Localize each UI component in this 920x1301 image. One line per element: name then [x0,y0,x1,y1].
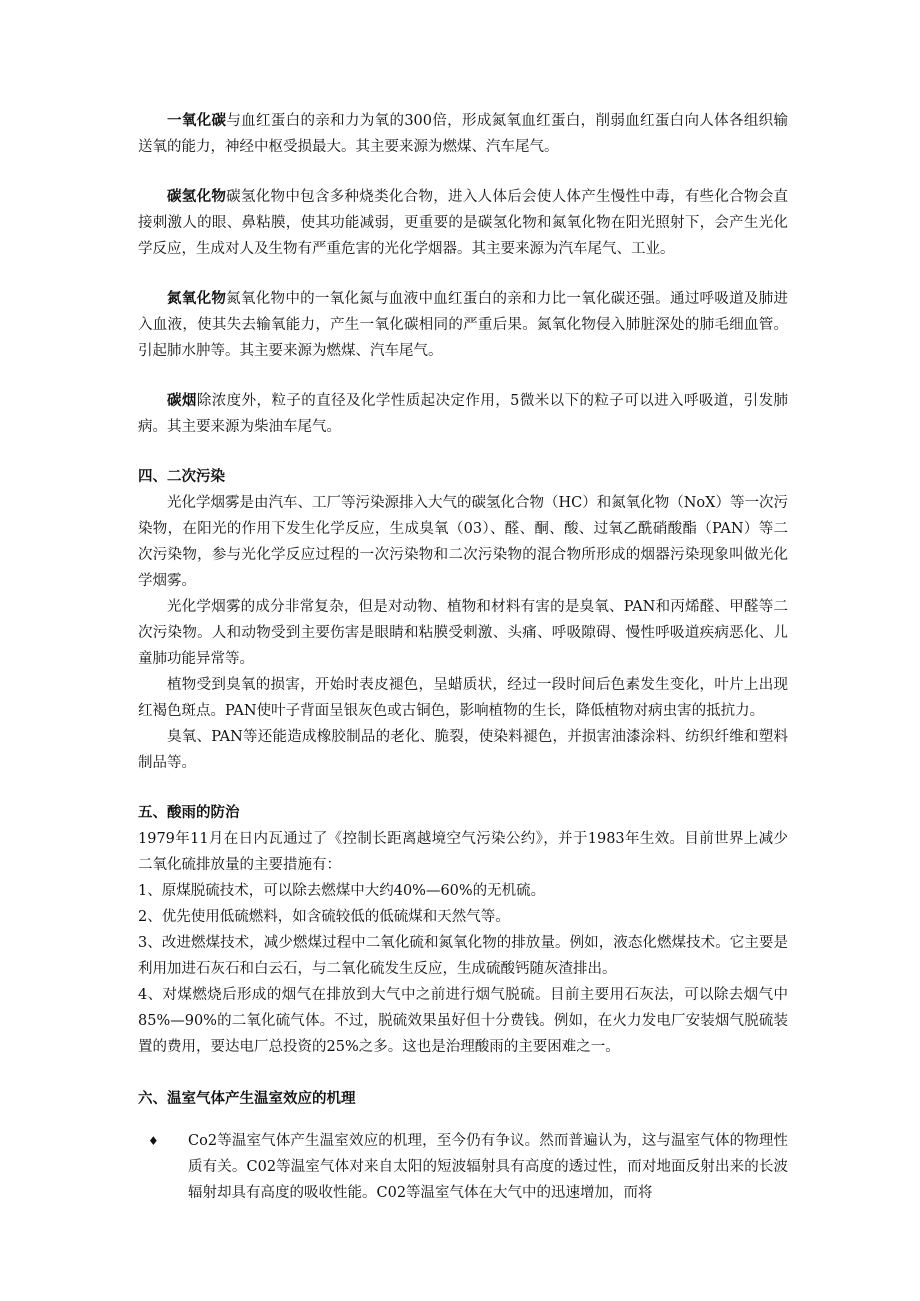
section4-paragraph-3: 植物受到臭氧的损害，开始时表皮褪色，呈蜡质状，经过一段时间后色素发生变化，叶片上出现红褐色斑点。PAN使叶子背面呈银灰色或古铜色，影响植物的生长，降低植物对病虫害的抵抗力。 [138,677,788,719]
section5-item-2: 2、优先使用低硫燃料，如含硫较低的低硫煤和天然气等。 [138,909,510,925]
section6-bullet-text: Co2等温室气体产生温室效应的机理，至今仍有争议。然而普遍认为，这与温室气体的物理性质有关。C02等温室气体对来自太阳的短波辐射具有高度的透过性，而对地面反射出来的长波辐射却具有高度的吸收性能。C02等温室气体在大气中的迅速增加，而将 [188,1133,788,1201]
term-soot: 碳烟 [167,392,197,409]
paragraph-hydrocarbons [138,184,788,262]
section5-intro: 1979年11月在日内瓦通过了《控制长距离越境空气污染公约》，并于1983年生效。目前世界上减少二氧化硫排放量的主要措施有： [138,831,788,873]
section5-item-4: 4、对煤燃烧后形成的烟气在排放到大气中之前进行烟气脱硫。目前主要用石灰法，可以除去烟气中85%—90%的二氧化硫气体。不过，脱硫效果虽好但十分费钱。例如，在火力发电厂安装烟气脱硫装置的费用，要达电厂总投资的25%之多。这也是治理酸雨的主要困难之一。 [138,987,788,1055]
paragraph-nitrogen-oxides [138,286,788,364]
term-carbon-monoxide: 一氧化碳 [167,112,227,129]
text-hydrocarbons: 碳氢化物中包含多种烧类化合物，进入人体后会使人体产生慢性中毒，有些化合物会直接刺激人的眼、鼻粘膜，使其功能减弱，更重要的是碳氢化物和氮氧化物在阳光照射下，会产生光化学反应，生成对人及生物有严重危害的光化学烟器。其主要来源为汽车尾气、工业。 [138,189,788,257]
section4-heading: 四、二次污染 [138,468,225,485]
section5-heading: 五、酸雨的防治 [138,804,240,821]
section4-paragraph-2: 光化学烟雾的成分非常复杂，但是对动物、植物和材料有害的是臭氧、PAN和丙烯醛、甲醛等二次污染物。人和动物受到主要伤害是眼睛和粘膜受刺激、头痛、呼吸隙碍、慢性呼吸道疾病恶化、儿童肺功能异常等。 [138,599,788,667]
term-hydrocarbons: 碳氢化物 [167,188,227,205]
term-nitrogen-oxides: 氮氧化物 [167,290,227,307]
section4-paragraph-4: 臭氧、PAN等还能造成橡胶制品的老化、脆裂，使染料褪色，并损害油漆涂料、纺织纤维和塑料制品等。 [138,729,788,771]
text-soot: 除浓度外，粒子的直径及化学性质起决定作用，5微米以下的粒子可以进入呼吸道，引发肺病。其主要来源为柴油车尾气。 [138,393,788,435]
paragraph-carbon-monoxide [138,108,788,160]
document-body [138,108,788,1206]
section6-bullet-item [138,1128,788,1206]
section5-item-3: 3、改进燃煤技术，减少燃煤过程中二氧化硫和氮氧化物的排放量。例如，液态化燃煤技术。它主要是利用加进石灰石和白云石，与二氧化硫发生反应，生成硫酸钙随灰渣排出。 [138,935,788,977]
text-carbon-monoxide: 与血红蛋白的亲和力为氧的300倍，形成氮氧血红蛋白，削弱血红蛋白向人体各组织输送氧的能力，神经中枢受损最大。其主要来源为燃煤、汽车尾气。 [138,113,788,155]
paragraph-soot [138,388,788,440]
text-nitrogen-oxides: 氮氧化物中的一氧化氮与血液中血红蛋白的亲和力比一氧化碳还强。通过呼吸道及肺进入血液，使其失去输氧能力，产生一氧化碳相同的严重后果。氮氧化物侵入肺脏深处的肺毛细血管。引起肺水肿等。其主要来源为燃煤、汽车尾气。 [138,291,788,359]
section5-item-1: 1、原煤脱硫技术，可以除去燃煤中大约40%—60%的无机硫。 [138,883,546,899]
section6-heading: 六、温室气体产生温室效应的机理 [138,1090,356,1107]
diamond-bullet-icon: ♦ [148,1134,159,1148]
section4-paragraph-1: 光化学烟雾是由汽车、工厂等污染源排入大气的碳氢化合物（HC）和氮氧化物（NoX）等一次污染物，在阳光的作用下发生化学反应，生成臭氧（03）、醛、酮、酸、过氧乙酰硝酸酯（PAN）等二次污染物，参与光化学反应过程的一次污染物和二次污染物的混合物所形成的烟器污染现象叫做光化学烟雾。 [138,495,788,589]
